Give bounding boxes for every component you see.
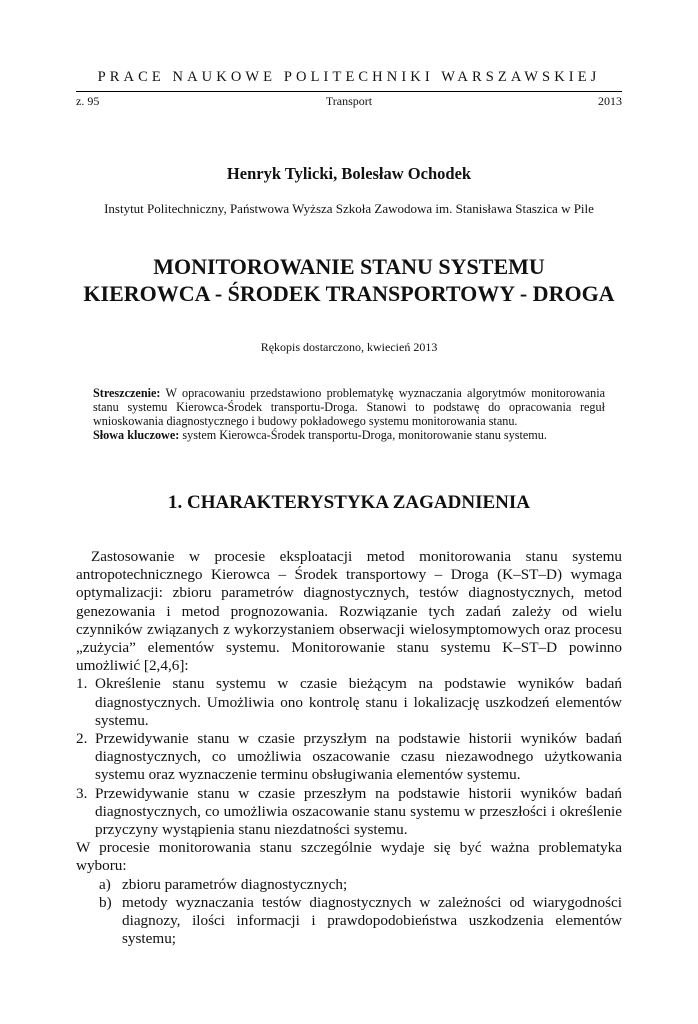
intro-paragraph: Zastosowanie w procesie eksploatacji metod monitorowania stanu systemu antropotechnicznego Kierowca – Środek transportowy – Droga (K–ST–D) wymaga optymalizacji: zbioru parametrów diagnostycznych, testów diagnostycznych, metod genezowania i metod prognozowania. Rozwiązanie tych zadań zależy od wielu czynników związanych z wykorzystaniem obserwacji wielosymptomowych oraz procesu „zużycia” elementów systemu. Monitorowanie stanu systemu K–ST–D powinno umożliwić [2,4,6]:	[76, 548, 622, 675]
list-item	[76, 730, 622, 785]
lettered-list	[76, 876, 622, 949]
abstract-paragraph	[93, 386, 605, 428]
received-date: Rękopis dostarczono, kwiecień 2013	[260, 340, 438, 354]
abstract-text: W opracowaniu przedstawiono problematykę wyznaczania algorytmów monitorowania stanu systemu Kierowca-Środek transportu-Droga. Stanowi to podstawę do opracowania reguł wnioskowania diagnostycznego i budowy pokładowego systemu monitorowania stanu.	[93, 386, 605, 428]
list-item-text: Określenie stanu systemu w czasie bieżącym na podstawie wyników badań diagnostycznych. Umożliwia ono kontrolę stanu i lokalizację uszkodzeń elementów systemu.	[95, 675, 622, 729]
keywords-label: Słowa kluczowe:	[93, 428, 180, 442]
abstract	[93, 386, 605, 442]
list-item	[76, 894, 622, 949]
list-item-text: zbioru parametrów diagnostycznych;	[122, 875, 348, 893]
authors: Henryk Tylicki, Bolesław Ochodek	[226, 164, 472, 183]
publication-year: 2013	[598, 94, 622, 108]
list-item	[76, 675, 622, 730]
list-item-text: metody wyznaczania testów diagnostycznych w zależności od wiarygodności diagnozy, ilości informacji i prawdopodobieństwa uszkodzenia elementów systemu;	[122, 893, 622, 948]
list-item-text: Przewidywanie stanu w czasie przeszłym na podstawie historii wyników badań diagnostycznych, co umożliwia oszacowanie stanu systemu w przeszłości i określenie przyczyny wystąpienia stanu niezdatności systemu.	[95, 784, 622, 839]
journal-meta-line	[76, 91, 622, 108]
journal-series: Transport	[325, 94, 373, 108]
list-marker: 2.	[76, 730, 88, 748]
paper-title-line-2: KIEROWCA - ŚRODEK TRANSPORTOWY - DROGA	[83, 281, 615, 306]
list-marker: a)	[99, 875, 111, 893]
section-heading: 1. CHARAKTERYSTYKA ZAGADNIENIA	[168, 492, 530, 513]
list-marker: 3.	[76, 784, 88, 802]
journal-name: PRACE NAUKOWE POLITECHNIKI WARSZAWSKIEJ	[97, 69, 601, 85]
followup-paragraph: W procesie monitorowania stanu szczególnie wydaje się być ważna problematyka wyboru:	[76, 839, 622, 875]
section-body	[76, 548, 622, 948]
list-item-text: Przewidywanie stanu w czasie przyszłym na podstawie historii wyników badań diagnostycznych, co umożliwia oszacowanie czasu niezawodnego użytkowania systemu oraz wyznaczenie terminu obsługiwania elementów systemu.	[95, 730, 622, 784]
paper-title	[40, 253, 658, 307]
affiliation: Instytut Politechniczny, Państwowa Wyższa Szkoła Zawodowa im. Stanisława Staszica w Pile	[104, 201, 594, 216]
list-item	[76, 785, 622, 840]
list-marker: 1.	[76, 675, 88, 693]
list-item	[76, 876, 622, 894]
keywords-text: system Kierowca-Środek transportu-Droga, monitorowanie stanu systemu.	[179, 428, 547, 442]
numbered-list	[76, 675, 622, 839]
paper-title-line-1: MONITOROWANIE STANU SYSTEMU	[153, 254, 545, 279]
abstract-label: Streszczenie:	[93, 386, 161, 400]
issue-number: z. 95	[76, 94, 100, 108]
keywords-paragraph	[93, 428, 605, 442]
list-marker: b)	[99, 893, 112, 911]
